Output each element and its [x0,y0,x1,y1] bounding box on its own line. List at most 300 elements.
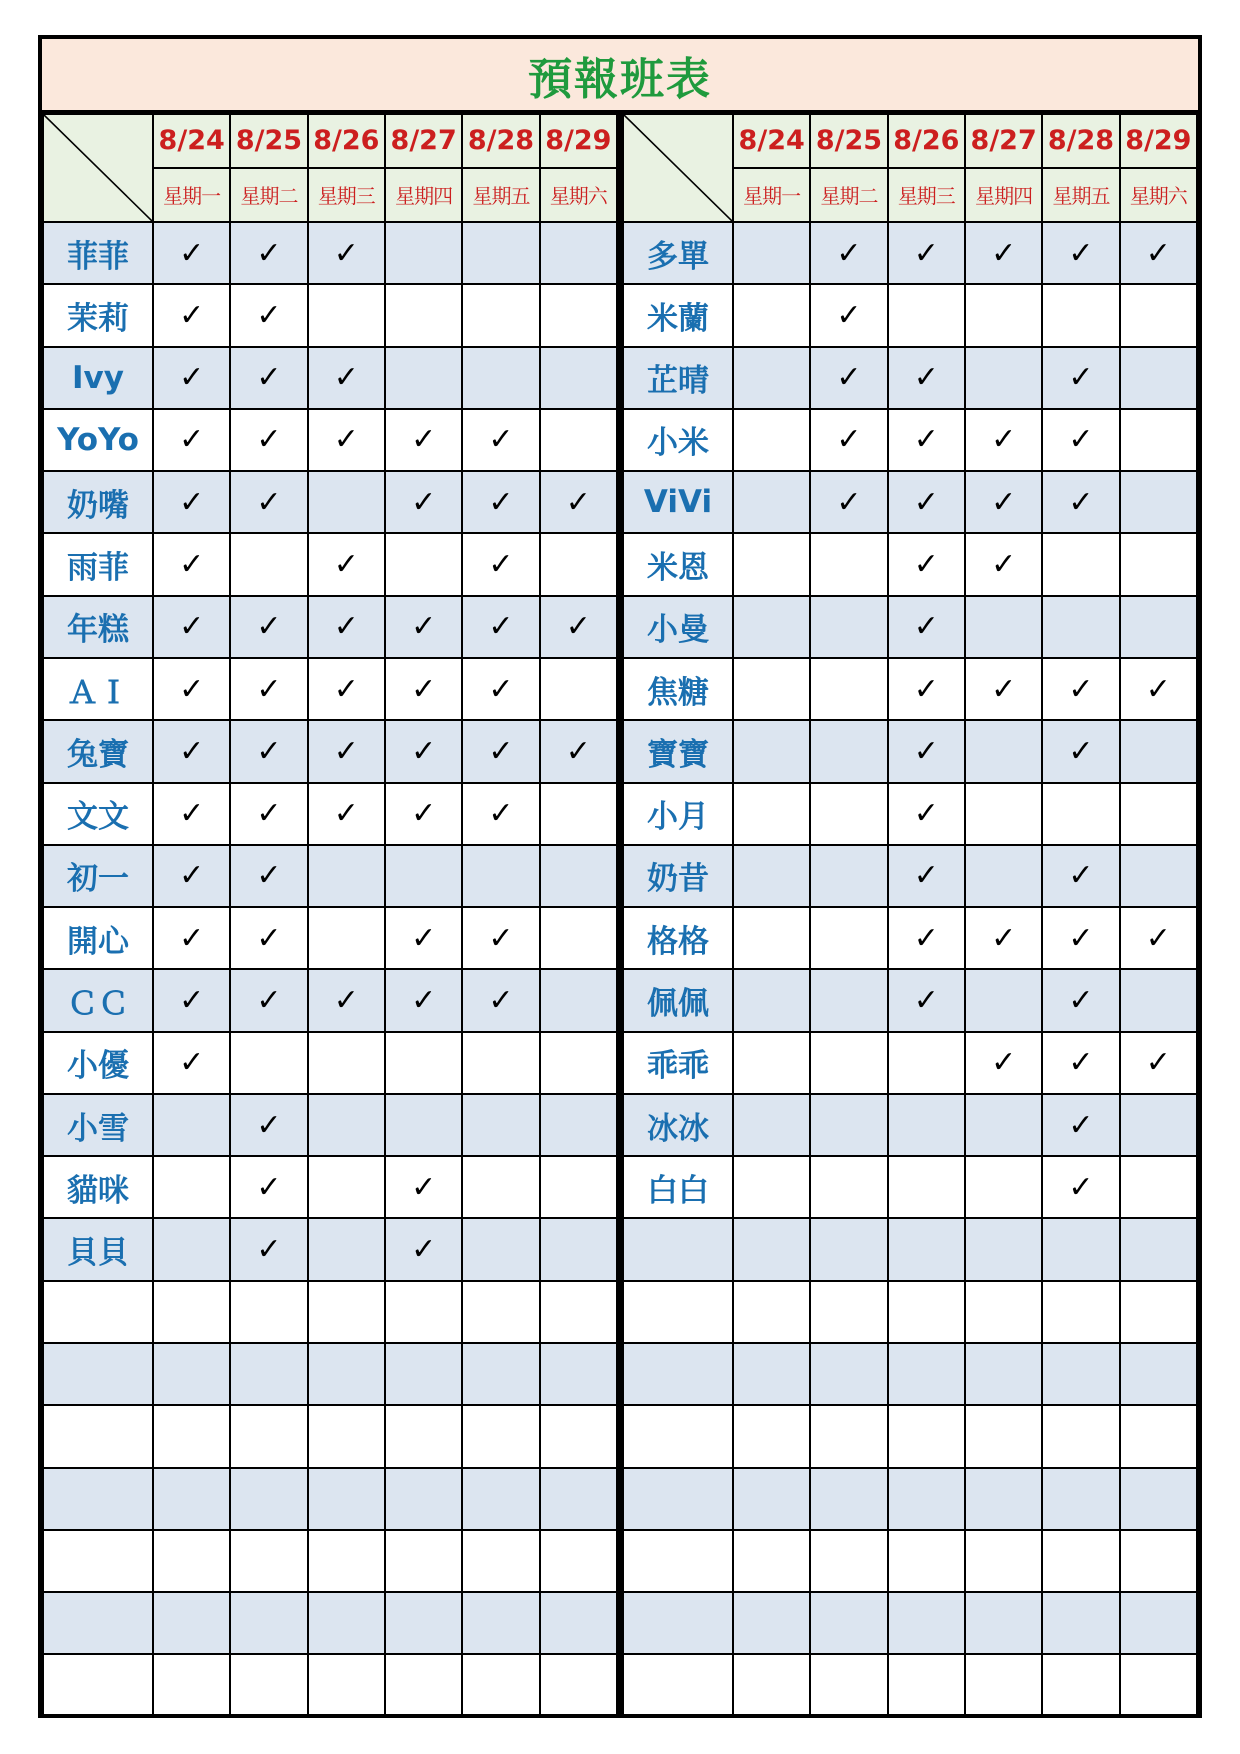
schedule-cell [385,222,462,284]
schedule-cell [385,845,462,907]
checkmark-icon: ✓ [488,609,514,645]
schedule-cell [462,907,539,969]
checkmark-icon: ✓ [1145,235,1171,271]
checkmark-icon: ✓ [256,796,282,832]
checkmark-icon: ✓ [411,982,437,1018]
schedule-cell [153,1405,230,1467]
table-row [623,409,1197,471]
schedule-cell [385,284,462,346]
checkmark-icon: ✓ [179,858,205,894]
schedule-cell [540,222,617,284]
checkmark-icon: ✓ [991,920,1017,956]
schedule-cell [308,907,385,969]
schedule-cell [230,1281,307,1343]
schedule-cell [308,658,385,720]
staff-name: 焦糖 [623,658,733,720]
schedule-cell [1042,1218,1119,1280]
checkmark-icon: ✓ [256,1169,282,1205]
staff-name: 白白 [623,1156,733,1218]
staff-name: 小優 [43,1032,153,1094]
checkmark-icon: ✓ [913,733,939,769]
schedule-cell [540,1343,617,1405]
schedule-cell [540,1094,617,1156]
staff-name [43,1592,153,1654]
schedule-cell [965,471,1042,533]
page-title: 預報班表 [42,39,1198,113]
schedule-cell [385,1530,462,1592]
weekday-header: 星期一 [733,168,810,222]
schedule-cell [540,969,617,1031]
checkmark-icon: ✓ [1068,422,1094,458]
schedule-cell [540,720,617,782]
schedule-cell [733,409,810,471]
schedule-cell [810,845,887,907]
schedule-cell [733,720,810,782]
date-header: 8/26 [308,114,385,168]
schedule-cell [965,1281,1042,1343]
schedule-cell [888,1343,965,1405]
corner-cell [43,114,153,222]
checkmark-icon: ✓ [179,297,205,333]
schedule-cell [230,471,307,533]
schedule-cell [1120,596,1197,658]
table-row [623,658,1197,720]
schedule-cell [462,783,539,845]
staff-name [623,1218,733,1280]
schedule-cell [810,1654,887,1717]
staff-name: ＡＩ [43,658,153,720]
table-row [43,1094,617,1156]
schedule-cell [540,1530,617,1592]
schedule-cell [153,1592,230,1654]
checkmark-icon: ✓ [256,609,282,645]
schedule-cell [733,1405,810,1467]
table-row [43,596,617,658]
weekday-header: 星期四 [385,168,462,222]
schedule-cell [733,783,810,845]
schedule-cell [308,1032,385,1094]
checkmark-icon: ✓ [488,547,514,583]
checkmark-icon: ✓ [179,609,205,645]
staff-name: 格格 [623,907,733,969]
schedule-cell [308,1156,385,1218]
schedule-cell [1042,845,1119,907]
checkmark-icon: ✓ [913,671,939,707]
weekday-header: 星期六 [540,168,617,222]
schedule-cell [1042,720,1119,782]
schedule-cell [153,1218,230,1280]
checkmark-icon: ✓ [913,982,939,1018]
table-row [43,1654,617,1717]
checkmark-icon: ✓ [1145,671,1171,707]
checkmark-icon: ✓ [913,858,939,894]
schedule-cell [540,409,617,471]
staff-name: 小曼 [623,596,733,658]
schedule-cell [308,720,385,782]
checkmark-icon: ✓ [411,609,437,645]
checkmark-icon: ✓ [913,484,939,520]
schedule-cell [965,1156,1042,1218]
date-header-row [43,114,617,168]
schedule-cell [462,284,539,346]
staff-name: 菲菲 [43,222,153,284]
checkmark-icon: ✓ [1068,733,1094,769]
schedule-cell [810,1218,887,1280]
table-row [43,471,617,533]
schedule-cell [153,1094,230,1156]
schedule-cell [888,720,965,782]
schedule-cell [153,658,230,720]
checkmark-icon: ✓ [411,1169,437,1205]
schedule-cell [1120,533,1197,595]
table-row [623,720,1197,782]
schedule-cell [308,1405,385,1467]
diagonal-line [44,115,152,221]
schedule-cell [1120,1032,1197,1094]
staff-name: 小米 [623,409,733,471]
table-row [623,1343,1197,1405]
schedule-cell [308,409,385,471]
schedule-cell [385,471,462,533]
schedule-cell [153,222,230,284]
schedule-cell [385,1094,462,1156]
schedule-cell [888,1405,965,1467]
table-row [623,1094,1197,1156]
checkmark-icon: ✓ [256,920,282,956]
schedule-cell [733,907,810,969]
weekday-header: 星期三 [888,168,965,222]
schedule-cell [965,1592,1042,1654]
schedule-cell [1042,1281,1119,1343]
schedule-cell [888,1094,965,1156]
schedule-cell [888,1281,965,1343]
schedule-cell [965,907,1042,969]
schedule-cell [1042,347,1119,409]
left-table [42,113,618,1718]
staff-name: 芷晴 [623,347,733,409]
schedule-cell [230,783,307,845]
schedule-cell [385,533,462,595]
checkmark-icon: ✓ [1145,920,1171,956]
table-row [43,658,617,720]
schedule-cell [965,596,1042,658]
checkmark-icon: ✓ [333,733,359,769]
table-row [43,1468,617,1530]
schedule-cell [888,969,965,1031]
schedule-cell [153,409,230,471]
schedule-cell [965,1032,1042,1094]
schedule-cell [965,1218,1042,1280]
schedule-cell [462,1156,539,1218]
checkmark-icon: ✓ [565,484,591,520]
checkmark-icon: ✓ [179,422,205,458]
schedule-cell [385,1405,462,1467]
schedule-cell [1120,222,1197,284]
schedule-cell [385,1218,462,1280]
schedule-cell [308,1281,385,1343]
date-header-row [623,114,1197,168]
checkmark-icon: ✓ [333,609,359,645]
schedule-cell [462,471,539,533]
schedule-cell [540,1032,617,1094]
checkmark-icon: ✓ [333,671,359,707]
left-schedule [42,113,622,1718]
checkmark-icon: ✓ [256,671,282,707]
schedule-cell [733,1094,810,1156]
schedule-cell [1042,1530,1119,1592]
schedule-cell [462,1654,539,1717]
schedule-cell [462,1218,539,1280]
schedule-sheet [38,35,1202,1718]
staff-name [623,1654,733,1717]
schedule-cell [230,284,307,346]
staff-name: 貓咪 [43,1156,153,1218]
schedule-cell [462,969,539,1031]
checkmark-icon: ✓ [488,422,514,458]
schedule-cell [733,658,810,720]
date-header: 8/29 [540,114,617,168]
schedule-cell [888,1592,965,1654]
date-header: 8/26 [888,114,965,168]
schedule-cell [965,969,1042,1031]
checkmark-icon: ✓ [991,422,1017,458]
checkmark-icon: ✓ [488,796,514,832]
schedule-cell [1042,1654,1119,1717]
date-header: 8/28 [1042,114,1119,168]
date-header: 8/29 [1120,114,1197,168]
checkmark-icon: ✓ [333,422,359,458]
schedule-cell [1042,533,1119,595]
schedule-cell [462,596,539,658]
checkmark-icon: ✓ [1068,1107,1094,1143]
schedule-cell [810,596,887,658]
schedule-cell [810,1032,887,1094]
checkmark-icon: ✓ [411,920,437,956]
table-row [623,1032,1197,1094]
schedule-cell [540,533,617,595]
checkmark-icon: ✓ [256,235,282,271]
schedule-cell [230,347,307,409]
schedule-cell [733,1468,810,1530]
schedule-cell [810,1405,887,1467]
checkmark-icon: ✓ [565,609,591,645]
right-table [622,113,1198,1718]
checkmark-icon: ✓ [333,547,359,583]
schedule-cell [733,1032,810,1094]
staff-name: ＣＣ [43,969,153,1031]
staff-name: 兔寶 [43,720,153,782]
schedule-cell [153,720,230,782]
table-row [43,409,617,471]
table-row [623,1405,1197,1467]
staff-name [43,1343,153,1405]
schedule-cell [965,1094,1042,1156]
schedule-cell [153,1654,230,1717]
checkmark-icon: ✓ [256,484,282,520]
schedule-cell [385,1032,462,1094]
schedule-cell [888,658,965,720]
schedule-cell [733,969,810,1031]
checkmark-icon: ✓ [913,235,939,271]
date-header: 8/28 [462,114,539,168]
weekday-header: 星期五 [462,168,539,222]
schedule-cell [888,1032,965,1094]
schedule-cell [810,658,887,720]
checkmark-icon: ✓ [411,796,437,832]
schedule-cell [462,1592,539,1654]
schedule-cell [230,1592,307,1654]
schedule-cell [1120,1281,1197,1343]
schedule-cell [230,845,307,907]
schedule-cell [810,409,887,471]
schedule-cell [1120,1343,1197,1405]
schedule-cell [462,409,539,471]
schedule-cell [888,1654,965,1717]
schedule-cell [385,1343,462,1405]
table-row [43,1405,617,1467]
schedule-cell [308,969,385,1031]
schedule-cell [540,284,617,346]
date-header: 8/27 [385,114,462,168]
schedule-cell [965,1405,1042,1467]
schedule-cell [385,907,462,969]
schedule-cell [1042,471,1119,533]
schedule-cell [462,533,539,595]
checkmark-icon: ✓ [256,422,282,458]
schedule-cell [965,1654,1042,1717]
schedule-cell [230,1405,307,1467]
schedule-cell [810,1592,887,1654]
schedule-cell [462,845,539,907]
staff-name: 雨菲 [43,533,153,595]
schedule-cell [385,783,462,845]
schedule-cell [810,1343,887,1405]
checkmark-icon: ✓ [411,671,437,707]
schedule-cell [1120,409,1197,471]
weekday-header: 星期五 [1042,168,1119,222]
checkmark-icon: ✓ [991,484,1017,520]
schedule-cell [1042,1343,1119,1405]
schedule-cell [810,1281,887,1343]
staff-name: YoYo [43,409,153,471]
schedule-cell [1120,658,1197,720]
schedule-cell [888,783,965,845]
checkmark-icon: ✓ [179,484,205,520]
schedule-cell [1120,1654,1197,1717]
table-row [43,533,617,595]
checkmark-icon: ✓ [411,1232,437,1268]
schedule-cell [965,347,1042,409]
schedule-cell [153,969,230,1031]
staff-name: 開心 [43,907,153,969]
schedule-cell [385,1281,462,1343]
schedule-cell [810,969,887,1031]
schedule-cell [733,1281,810,1343]
checkmark-icon: ✓ [991,671,1017,707]
schedule-cell [733,471,810,533]
schedule-cell [1042,1094,1119,1156]
checkmark-icon: ✓ [913,609,939,645]
schedule-cell [385,1592,462,1654]
staff-name: 奶嘴 [43,471,153,533]
schedule-cell [308,596,385,658]
staff-name: 米蘭 [623,284,733,346]
schedule-cell [810,347,887,409]
schedule-cell [540,1405,617,1467]
checkmark-icon: ✓ [179,796,205,832]
staff-name: ViVi [623,471,733,533]
schedule-cell [462,1530,539,1592]
schedule-cell [308,1468,385,1530]
diagonal-line [624,115,732,221]
checkmark-icon: ✓ [256,1232,282,1268]
checkmark-icon: ✓ [333,982,359,1018]
table-row [43,1281,617,1343]
schedule-cell [1120,720,1197,782]
schedule-cell [308,471,385,533]
schedule-cell [462,1468,539,1530]
checkmark-icon: ✓ [913,422,939,458]
schedule-cell [888,471,965,533]
schedule-cell [308,845,385,907]
table-row [623,471,1197,533]
schedule-cell [230,720,307,782]
staff-name [623,1405,733,1467]
schedule-cell [153,533,230,595]
checkmark-icon: ✓ [1068,1045,1094,1081]
schedule-cell [965,845,1042,907]
date-header: 8/25 [810,114,887,168]
schedule-cell [965,658,1042,720]
schedule-cell [1120,969,1197,1031]
schedule-cell [462,347,539,409]
checkmark-icon: ✓ [179,920,205,956]
schedule-cell [1120,1468,1197,1530]
schedule-cell [965,1468,1042,1530]
schedule-cell [1120,783,1197,845]
staff-name [43,1654,153,1717]
schedule-cell [153,1530,230,1592]
schedule-cell [308,222,385,284]
schedule-cell [462,720,539,782]
checkmark-icon: ✓ [836,484,862,520]
weekday-header: 星期三 [308,168,385,222]
schedule-cell [540,1156,617,1218]
schedule-cell [230,409,307,471]
schedule-cell [888,533,965,595]
schedule-cell [965,409,1042,471]
weekday-header: 星期四 [965,168,1042,222]
schedule-cell [733,347,810,409]
schedule-cell [308,284,385,346]
checkmark-icon: ✓ [565,733,591,769]
checkmark-icon: ✓ [333,360,359,396]
staff-name: 茉莉 [43,284,153,346]
schedule-cell [1042,222,1119,284]
table-row [43,1530,617,1592]
checkmark-icon: ✓ [991,235,1017,271]
checkmark-icon: ✓ [256,733,282,769]
schedule-cell [230,1530,307,1592]
schedule-cell [385,1654,462,1717]
checkmark-icon: ✓ [179,671,205,707]
schedule-cell [230,969,307,1031]
table-row [623,533,1197,595]
schedule-cell [153,284,230,346]
schedule-cell [810,783,887,845]
table-row [43,1218,617,1280]
date-header: 8/24 [733,114,810,168]
